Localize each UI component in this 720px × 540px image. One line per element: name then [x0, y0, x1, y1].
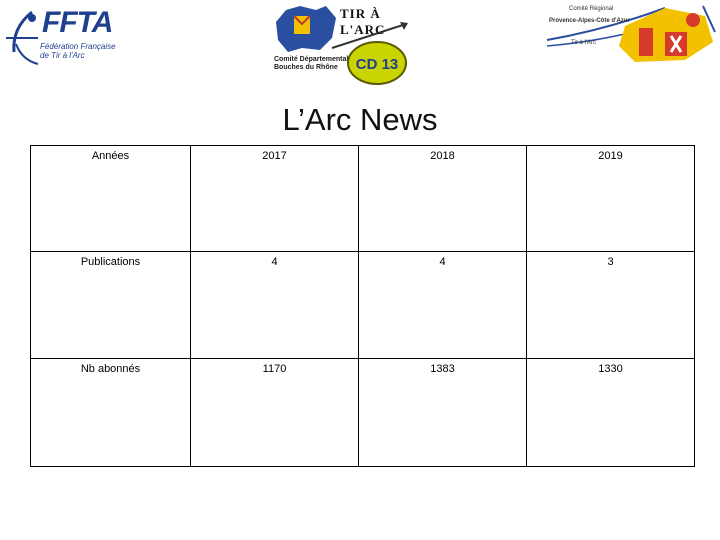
- cd13-heading: TIR À L'ARC: [340, 6, 386, 37]
- cd13-badge: [346, 40, 408, 86]
- ffta-subtitle: Fédération Française de Tir à l'Arc: [40, 42, 116, 60]
- table-cell: 1330: [527, 358, 695, 466]
- table-cell: 1383: [359, 358, 527, 466]
- table-row: [31, 252, 695, 358]
- table-row: [31, 358, 695, 466]
- regional-line3: Tir à l'Arc: [571, 40, 596, 46]
- table-header-cell: Années: [31, 146, 191, 252]
- table-header-cell: 2017: [191, 146, 359, 252]
- table-cell: Nb abonnés: [31, 358, 191, 466]
- ffta-wordmark: FFTA: [42, 6, 113, 39]
- regional-logo: [545, 0, 720, 70]
- cd13-logo: [270, 0, 420, 90]
- table-header-cell: 2019: [527, 146, 695, 252]
- region-flag-icon: [605, 2, 717, 66]
- table-cell: 1170: [191, 358, 359, 466]
- table-header-cell: 2018: [359, 146, 527, 252]
- table-cell: Publications: [31, 252, 191, 358]
- stats-table: [30, 145, 695, 467]
- cd13-organization: Comité Départemental Bouches du Rhône: [274, 56, 349, 71]
- table-cell: 4: [359, 252, 527, 358]
- archer-icon: [2, 8, 42, 68]
- cd13-badge-text: CD 13: [355, 56, 399, 73]
- table-header-row: [31, 146, 695, 252]
- table-cell: 3: [527, 252, 695, 358]
- table-cell: 4: [191, 252, 359, 358]
- regional-line1: Comité Régional: [569, 6, 614, 12]
- regional-line2: Provence-Alpes-Côte d'Azur: [549, 18, 630, 24]
- page-title: L’Arc News: [282, 102, 438, 137]
- ffta-logo: [0, 0, 120, 80]
